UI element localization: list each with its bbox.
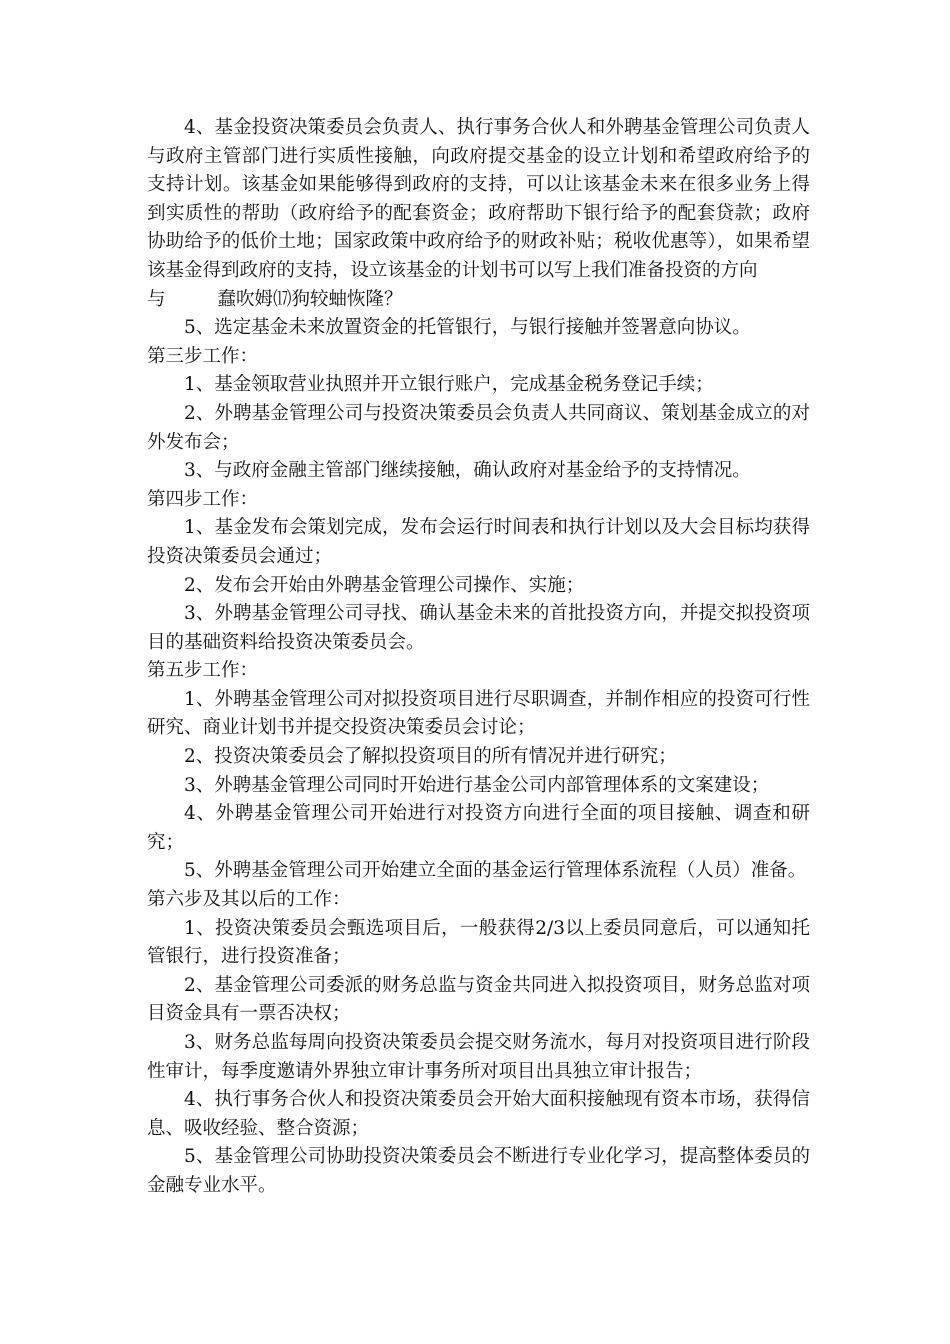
paragraph-step4-item-1: 1、基金发布会策划完成，发布会运行时间表和执行计划以及大会目标均获得投资决策委员会通过；	[147, 517, 810, 567]
garbled-right-text: 蠢吹姆⒄狗较蚰恢隆？	[217, 288, 403, 310]
paragraph-step2-item-4: 4、基金投资决策委员会负责人、执行事务合伙人和外聘基金管理公司负责人与政府主管部门进行实质性接触，向政府提交基金的设立计划和希望政府给予的支持计划。该基金如果能够得到政府的支持，可以让该基金未来在很多业务上得到实质性的帮助（政府给予的配套资金；政府帮助下银行给予的配套贷款；政府协助给予的低价土地；国家政策中政府给予的财政补贴；税收优惠等），如果希望该基金得到政府的支持，设立该基金的计划书可以写上我们准备投资的方向	[147, 117, 810, 281]
paragraph-step6-item-1: 1、投资决策委员会甄选项目后，一般获得2/3以上委员同意后，可以通知托管银行，进行投资准备；	[147, 917, 810, 968]
paragraph-step3-item-1: 1、基金领取营业执照并开立银行账户，完成基金税务登记手续；	[184, 374, 714, 396]
paragraph-step6-item-3: 3、财务总监每周向投资决策委员会提交财务流水，每月对投资项目进行阶段性审计，每季度邀请外界独立审计事务所对项目出具独立审计报告；	[147, 1032, 810, 1082]
paragraph-step5-item-5: 5、外聘基金管理公司开始建立全面的基金运行管理体系流程（人员）准备。	[184, 860, 807, 882]
paragraph-step4-item-2: 2、发布会开始由外聘基金管理公司操作、实施；	[184, 574, 585, 596]
paragraph-step5-item-2: 2、投资决策委员会了解拟投资项目的所有情况并进行研究；	[184, 746, 677, 768]
paragraph-step3-item-3: 3、与政府金融主管部门继续接触，确认政府对基金给予的支持情况。	[184, 460, 751, 482]
paragraph-step5-item-3: 3、外聘基金管理公司同时开始进行基金公司内部管理体系的文案建设；	[184, 774, 770, 796]
paragraph-step5-item-4: 4、外聘基金管理公司开始进行对投资方向进行全面的项目接触、调查和研究；	[147, 803, 810, 853]
document-body	[147, 114, 810, 1201]
garbled-left-text: 与	[147, 288, 166, 310]
paragraph-step4-item-3: 3、外聘基金管理公司寻找、确认基金未来的首批投资方向，并提交拟投资项目的基础资料给投资决策委员会。	[147, 603, 810, 653]
paragraph-step6-item-2: 2、基金管理公司委派的财务总监与资金共同进入拟投资项目，财务总监对项目资金具有一票否决权；	[147, 974, 810, 1025]
paragraph-step5-item-1: 1、外聘基金管理公司对拟投资项目进行尽职调查，并制作相应的投资可行性研究、商业计划书并提交投资决策委员会讨论；	[147, 688, 810, 739]
paragraph-garbled-line	[147, 286, 810, 315]
paragraph-step6-item-4: 4、执行事务合伙人和投资决策委员会开始大面积接触现有资本市场，获得信息、吸收经验、整合资源；	[147, 1089, 810, 1139]
section-heading-step6: 第六步及其以后的工作：	[147, 889, 351, 911]
paragraph-step2-item-5: 5、选定基金未来放置资金的托管银行，与银行接触并签署意向协议。	[184, 317, 751, 339]
section-heading-step4: 第四步工作：	[147, 488, 259, 510]
section-heading-step5: 第五步工作：	[147, 660, 259, 682]
paragraph-step3-item-2: 2、外聘基金管理公司与投资决策委员会负责人共同商议、策划基金成立的对外发布会；	[147, 402, 810, 453]
paragraph-step6-item-5: 5、基金管理公司协助投资决策委员会不断进行专业化学习，提高整体委员的金融专业水平。	[147, 1146, 810, 1196]
section-heading-step3: 第三步工作：	[147, 345, 259, 367]
